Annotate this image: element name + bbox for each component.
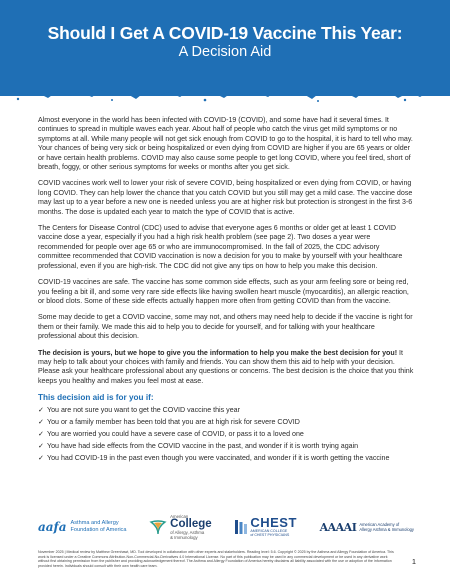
aafa-name-line1: Asthma and Allergy: [70, 520, 119, 527]
acaai-emblem-icon: [149, 518, 167, 536]
paragraph-vaccines-work: COVID vaccines work well to lower your risk of severe COVID, being hospitalized or even dying from COVID, or having long COVID. They can help lower the chance that you catch COVID but you still may get a mild case. The vaccine dose may last up to a year before a new one is needed unless you are at higher risk but protection is strongest in the first 3-6 months. The dose is updated each year to match the type of COVID that is active.: [38, 179, 413, 216]
paragraph-cdc: The Centers for Disease Control (CDC) used to advise that everyone ages 6 months or older get at least 1 COVID vaccine dose a year, especially if you had a high risk health problem (see page 2). Two doses a year were recommended for people over age 65 or who are immunocompromised. In the fall of 2025, the CDC advisory committee recommended that COVID vaccination is now a decision for you to make by yourself with your healthcare professional, even if you are high-risk. The CDC did not give any tips on how to help you make this decision.: [38, 224, 403, 270]
chest-line1: AMERICAN COLLEGE: [250, 528, 288, 533]
aafa-logo: [38, 520, 126, 534]
list-item-text: You had COVID-19 in the past even though you were vaccinated, and wonder if it is worth getting the vaccine: [47, 453, 390, 462]
chest-big-text: CHEST: [250, 514, 297, 530]
chest-emblem-icon: [234, 518, 248, 536]
acaai-logo: [149, 514, 212, 540]
for-you-heading: This decision aid is for you if:: [38, 393, 154, 403]
header-banner: [0, 0, 450, 96]
aaaai-line1: American Academy of: [359, 522, 400, 527]
checkmark-icon: ✓: [38, 405, 44, 414]
paragraph-safety: COVID-19 vaccines are safe. The vaccine has some common side effects, such as your arm feeling sore or being red, you feeling a bit ill, and some very rare side effects like having swollen heart muscle (myocarditis), an allergic reaction, or blood clots. Some of these side effects actually happen more often from getting COVID than from the vaccine.: [38, 278, 409, 305]
partner-logos: [38, 510, 414, 544]
checkmark-icon: ✓: [38, 429, 44, 438]
decision-rest-text: It may help to talk about your choices with family and friends. You can show them this aid to help with your decision. Please ask your healthcare professional about any questions or concerns. The best decision is the choice that you think keeps you healthy and makes you feel most at ease.: [38, 348, 414, 385]
aaaai-logo-mark: AAAAI: [319, 520, 357, 534]
list-item-text: You are not sure you want to get the COVID vaccine this year: [47, 405, 240, 414]
footer-legal-text: November 2025 | Medical review by Matthew Greenhawt, MD. Tool developed in collaboration with other experts and stakeholders. Reading level: 5.6. Copyright © 2025 by the Asthma and Allergy Foundation of America. This work is licensed under a Creative Commons Attribution-Non-Commercial-No-Derivatives 4.0 International License. No part of this publication may be used in any commercial development or be used in any derivative work without first obtaining permission from the publisher and providing acknowledgement thereof. The Asthma and Allergy Foundation of America hereby disclaims all liability associated with the use or adoption of the information provided herein. Individuals should consult with their own health care team.: [38, 550, 394, 568]
acaai-small-text: American: [170, 514, 189, 519]
list-item: [38, 454, 414, 463]
chest-logo: [234, 514, 297, 538]
list-item: [38, 418, 414, 427]
checkmark-icon: ✓: [38, 441, 44, 450]
aaaai-line2: Allergy Asthma & Immunology: [359, 527, 414, 532]
list-item-text: You or a family member has been told that you are at high risk for severe COVID: [47, 417, 300, 426]
brush-edge-decoration: [0, 86, 450, 102]
list-item: [38, 442, 414, 451]
aafa-logo-mark: aafa: [38, 520, 67, 534]
checkmark-icon: ✓: [38, 417, 44, 426]
body-content: [38, 116, 414, 466]
list-item-text: You have had side effects from the COVID vaccine in the past, and wonder if it is worth trying again: [47, 441, 359, 450]
acaai-line2: & Immunology: [170, 535, 198, 540]
for-you-checklist: [38, 406, 414, 463]
paragraph-decide: Some may decide to get a COVID vaccine, some may not, and others may need help to decide if the vaccine is right for them or their family. We made this aid to help you to decide for yourself, and for talking with your healthcare professional about this decision.: [38, 313, 413, 341]
acaai-line1: of Allergy, Asthma: [170, 530, 205, 535]
checkmark-icon: ✓: [38, 453, 44, 462]
list-item: [38, 430, 414, 439]
page-subtitle: A Decision Aid: [178, 44, 272, 60]
aafa-name-line2: Foundation of America: [70, 527, 127, 533]
page-title: Should I Get A COVID-19 Vaccine This Year:: [47, 23, 403, 43]
paragraph-decision: [38, 349, 414, 387]
list-item: [38, 406, 414, 415]
page-number: 1: [411, 557, 416, 566]
decision-bold-text: The decision is yours, but we hope to give you the information to help you make the best decision for you!: [38, 348, 398, 357]
list-item-text: You are worried you could have a severe case of COVID, or pass it to a loved one: [47, 429, 304, 438]
acaai-big-text: College: [170, 518, 212, 530]
aaaai-logo: [320, 521, 414, 534]
chest-line2: of CHEST PHYSICIANS: [250, 533, 290, 537]
paragraph-intro: Almost everyone in the world has been infected with COVID-19 (COVID), and some have had it several times. It continues to spread in multiple waves each year. About half of people who catch the virus get mild symptoms or no symptoms at all. While many people will not get sick enough from COVID to go to the hospital, it is hard to tell who may. Your chances of being very sick or being hospitalized or even dying from COVID are higher if you are 65 years or older or have certain health problems. COVID may also cause some people to get long COVID, where you feel tired, short of breath, foggy, or other serious symptoms for weeks or months after you get sick.: [38, 116, 413, 172]
